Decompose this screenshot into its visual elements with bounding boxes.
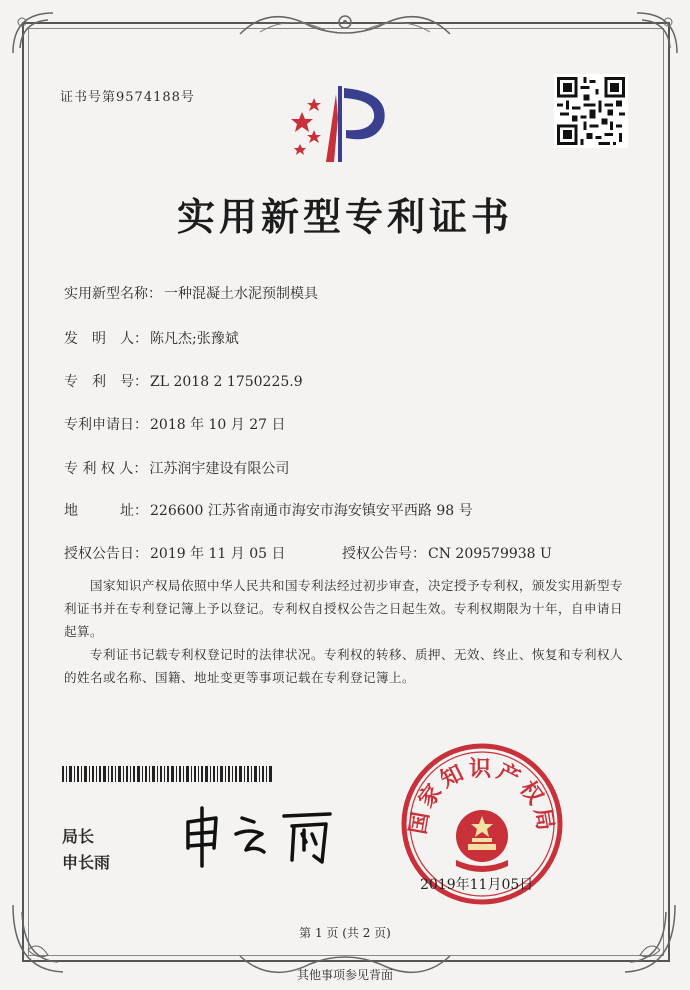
field-value: 2018 年 10 月 27 日 <box>150 417 286 433</box>
field-label: 专 利 权 人： <box>64 461 148 477</box>
field-value: 2019 年 11 月 05 日 <box>150 546 286 562</box>
patent-number-row <box>64 371 303 391</box>
cnipa-logo-icon <box>280 78 400 168</box>
seal-text: 国家知识产权局 <box>405 757 559 837</box>
field-value: 226600 江苏省南通市海安市海安镇安平西路 98 号 <box>150 503 473 519</box>
patentee-row <box>64 458 289 478</box>
corner-ornament-icon <box>632 8 682 58</box>
page-number: 第 1 页 (共 2 页) <box>299 926 391 940</box>
footer-note: 其他事项参见背面 <box>296 968 393 982</box>
field-value: ZL 2018 2 1750225.9 <box>150 374 303 390</box>
field-label: 授权公告号： <box>342 546 426 562</box>
document-title: 实用新型专利证书 <box>176 195 513 239</box>
legal-status-paragraph: 专利证书记载专利权登记时的法律状况。专利权的转移、质押、无效、终止、恢复和专利权人的姓名或名称、国籍、地址变更等事项记载在专利登记簿上。 <box>64 647 624 685</box>
field-label: 实用新型名称： <box>64 286 162 302</box>
field-label: 地 址： <box>64 503 148 519</box>
field-label: 专利申请日： <box>64 417 148 433</box>
signature-icon <box>180 800 350 870</box>
field-value: 江苏润宇建设有限公司 <box>149 461 290 477</box>
field-label: 专 利 号： <box>64 374 148 390</box>
grant-date-row <box>64 543 286 563</box>
top-ornament-icon <box>230 4 460 44</box>
field-label: 授权公告日： <box>64 546 148 562</box>
certificate-number: 证书号第9574188号 <box>60 90 195 105</box>
inventor-row <box>64 328 239 348</box>
field-value: CN 209579938 U <box>428 546 552 562</box>
application-date-row <box>64 414 286 434</box>
utility-model-name-row <box>64 283 318 303</box>
declaration-paragraph: 国家知识产权局依照中华人民共和国专利法经过初步审查，决定授予专利权，颁发实用新型专利证书并在专利登记簿上予以登记。专利权自授权公告之日起生效。专利权期限为十年，自申请日起算。 <box>64 578 624 639</box>
grant-number-row <box>342 543 552 563</box>
qr-code-icon <box>554 74 628 148</box>
director-title: 局长 <box>62 827 95 846</box>
address-row <box>64 500 473 520</box>
field-value: 一种混凝土水泥预制模具 <box>164 286 318 302</box>
barcode-icon <box>62 766 272 782</box>
director-name: 申长雨 <box>62 853 111 872</box>
field-label: 发 明 人： <box>64 331 148 347</box>
corner-ornament-icon <box>8 8 58 58</box>
field-value: 陈凡杰;张豫斌 <box>150 331 239 347</box>
seal-date: 2019年11月05日 <box>420 877 534 893</box>
